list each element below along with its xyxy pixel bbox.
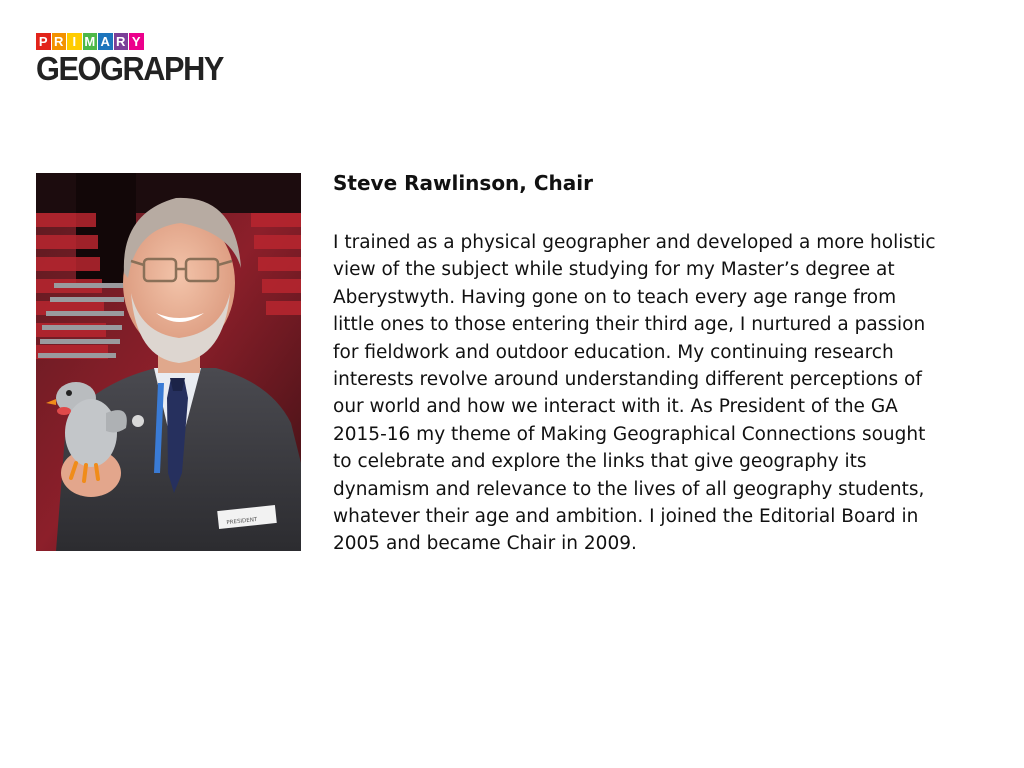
portrait-photo xyxy=(36,173,301,551)
bio-line: to celebrate and explore the links that give geography its xyxy=(333,451,867,473)
bio-line: for fieldwork and outdoor education. My continuing research xyxy=(333,341,894,363)
logo-letter: R xyxy=(114,33,129,50)
profile-name: Steve Rawlinson, Chair xyxy=(333,171,593,195)
bio-line: Aberystwyth. Having gone on to teach every age range from xyxy=(333,286,897,308)
logo-letter: A xyxy=(98,33,113,50)
primary-geography-logo xyxy=(36,33,246,85)
logo-letter: R xyxy=(52,33,67,50)
bio-line: little ones to those entering their third age, I nurtured a passion xyxy=(333,314,926,336)
logo-letter: I xyxy=(67,33,82,50)
bio-line: 2005 and became Chair in 2009. xyxy=(333,533,637,555)
logo-letter: Y xyxy=(129,33,144,50)
bio-line: view of the subject while studying for my Master’s degree at xyxy=(333,259,895,281)
bio-line: dynamism and relevance to the lives of all geography students, xyxy=(333,478,925,500)
bio-line: our world and how we interact with it. As President of the GA xyxy=(333,396,898,418)
logo-geography-word: GEOGRAPHY xyxy=(36,50,223,87)
bio-line: 2015-16 my theme of Making Geographical Connections sought xyxy=(333,423,926,445)
logo-primary-word xyxy=(36,33,246,51)
profile-bio xyxy=(333,229,993,558)
name-badge-text: PRESIDENT xyxy=(226,516,258,527)
logo-letter: P xyxy=(36,33,51,50)
bio-line: I trained as a physical geographer and developed a more holistic xyxy=(333,232,936,253)
bio-line: interests revolve around understanding different perceptions of xyxy=(333,369,922,391)
bio-line: whatever their age and ambition. I joined the Editorial Board in xyxy=(333,506,919,528)
logo-letter: M xyxy=(84,34,96,49)
